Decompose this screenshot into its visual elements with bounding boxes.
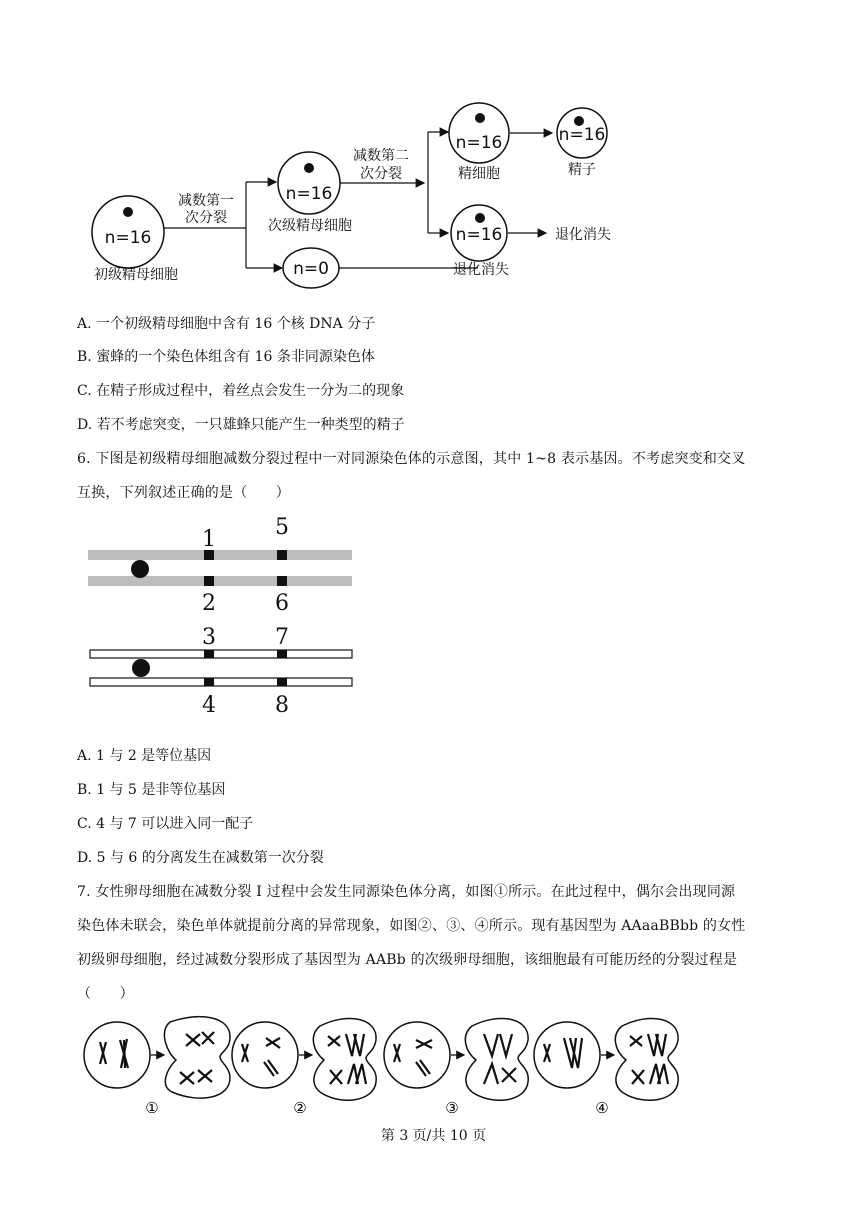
panel-1-label: ①: [145, 1099, 159, 1117]
oocyte-meiosis-figure: [80, 1012, 700, 1117]
meiosis-2-label-line2: 次分裂: [360, 166, 402, 182]
gene-label-7: 7: [275, 625, 289, 650]
gene-label-2: 2: [202, 591, 216, 616]
label-secondary-spermatocyte: 次级精母细胞: [268, 218, 352, 234]
cell-primary-label: n=16: [104, 228, 152, 248]
panel-2-label: ②: [293, 1099, 307, 1117]
centromere-dot: [304, 163, 314, 173]
meiosis-1-label-line1: 减数第一: [178, 193, 234, 209]
panel-2: [232, 1018, 376, 1117]
homologous-chromosomes-figure: [80, 510, 360, 725]
q7-stem-line4: （ ）: [77, 986, 134, 1002]
panel-4-label: ④: [595, 1099, 609, 1117]
page-footer: 第 3 页/共 10 页: [380, 1128, 487, 1144]
q5-option-c: C. 在精子形成过程中，着丝点会发生一分为二的现象: [77, 383, 405, 399]
spermatid: [449, 103, 509, 163]
centromere-dot: [123, 207, 133, 217]
sperm: [557, 108, 607, 158]
centromere-dot: [475, 213, 485, 223]
q7-stem-line2: 染色体未联会，染色单体就提前分离的异常现象，如图②、③、④所示。现有基因型为 AAaaBBbb 的女性: [77, 918, 746, 934]
cell-secondary-label: n=16: [285, 184, 333, 204]
gene-label-1: 1: [202, 527, 216, 552]
gene-locus-3: [204, 650, 214, 658]
chromatid-4: [90, 678, 352, 686]
degenerate-cell: [451, 205, 507, 261]
panel-3: [384, 1018, 528, 1117]
q7-stem-line3: 初级卵母细胞，经过减数分裂形成了基因型为 AABb 的次级卵母细胞，该细胞最有可能历经的分裂过程是: [77, 952, 738, 968]
gene-locus-5: [277, 550, 287, 560]
gene-label-4: 4: [202, 693, 216, 718]
gene-locus-8: [277, 678, 287, 686]
gene-locus-6: [277, 576, 287, 586]
meiosis-1-label-line2: 次分裂: [185, 210, 227, 226]
gene-locus-7: [277, 650, 287, 658]
q5-option-d: D. 若不考虑突变，一只雄蜂只能产生一种类型的精子: [77, 417, 405, 433]
chromatid-2: [88, 576, 352, 586]
centromere-2: [132, 659, 150, 677]
centromere-1: [131, 560, 149, 578]
cell-zero-label: n=0: [293, 259, 329, 279]
cell-spermatid-label: n=16: [455, 133, 503, 153]
primary-spermatocyte: [92, 196, 164, 268]
label-spermatid: 精细胞: [458, 166, 500, 182]
label-sperm: 精子: [568, 162, 596, 178]
panel-1: [84, 1017, 230, 1117]
q7-stem-line1: 7. 女性卵母细胞在减数分裂 I 过程中会发生同源染色体分离，如图①所示。在此过程中，偶尔会出现同源: [77, 884, 736, 900]
secondary-spermatocyte: [278, 152, 340, 214]
chromatid-3: [90, 650, 352, 658]
gene-label-6: 6: [275, 591, 289, 616]
zero-chromosome-cell: [283, 248, 339, 288]
cell-degenerate-label: n=16: [455, 225, 503, 245]
gene-label-8: 8: [275, 693, 289, 718]
meiosis-2-label-line1: 减数第二: [353, 148, 409, 164]
centromere-dot: [475, 113, 485, 123]
q6-option-d: D. 5 与 6 的分离发生在减数第一次分裂: [77, 850, 324, 866]
q6-stem-line1: 6. 下图是初级精母细胞减数分裂过程中一对同源染色体的示意图，其中 1~8 表示基因。不考虑突变和交叉: [77, 451, 746, 467]
panel-3-label: ③: [445, 1099, 459, 1117]
gene-label-5: 5: [275, 515, 289, 540]
q6-option-b: B. 1 与 5 是非等位基因: [77, 782, 226, 798]
q6-option-c: C. 4 与 7 可以进入同一配子: [77, 816, 254, 832]
spermatogenesis-diagram: [0, 95, 867, 295]
gene-locus-4: [204, 678, 214, 686]
panel-4: [534, 1018, 678, 1117]
cell-sperm-label: n=16: [558, 125, 606, 145]
q5-option-a: A. 一个初级精母细胞中含有 16 个核 DNA 分子: [77, 316, 376, 332]
label-degenerate: 退化消失: [555, 227, 611, 243]
gene-label-3: 3: [202, 625, 216, 650]
label-primary-spermatocyte: 初级精母细胞: [94, 267, 178, 283]
q6-stem-line2: 互换，下列叙述正确的是（ ）: [77, 485, 290, 501]
gene-locus-2: [204, 576, 214, 586]
label-degenerate-zero: 退化消失: [453, 262, 509, 278]
q6-option-a: A. 1 与 2 是等位基因: [77, 748, 212, 764]
chromatid-1: [88, 550, 352, 560]
q5-option-b: B. 蜜蜂的一个染色体组含有 16 条非同源染色体: [77, 349, 375, 365]
